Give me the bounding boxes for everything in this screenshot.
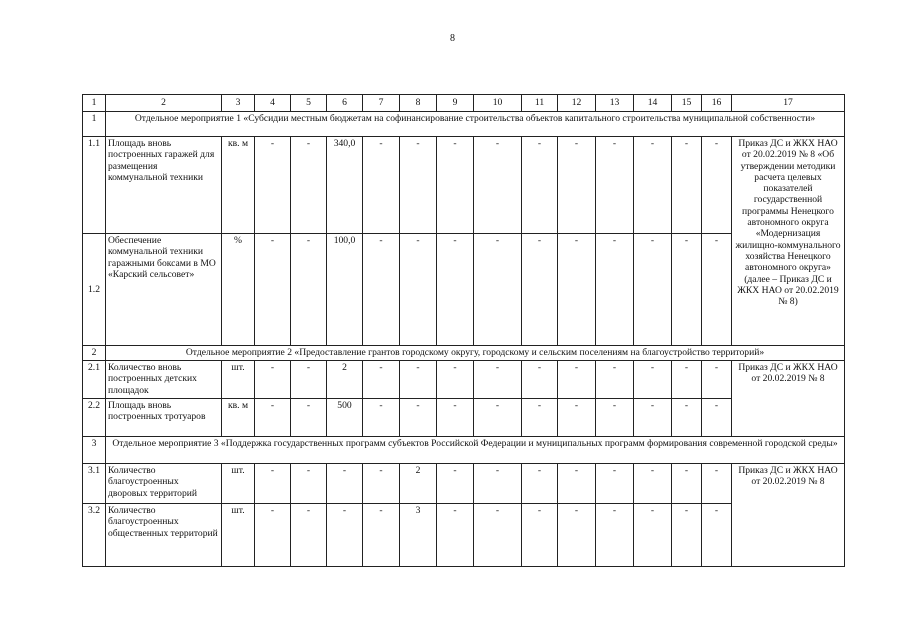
- value-cell: -: [363, 234, 400, 346]
- unit-cell: кв. м: [222, 399, 255, 437]
- indicator-name: Площадь вновь построенных гаражей для размещения коммунальной техники: [106, 137, 222, 234]
- value-cell: -: [327, 504, 363, 567]
- header-cell: 1: [83, 95, 106, 112]
- value-cell: -: [400, 234, 437, 346]
- unit-cell: шт.: [222, 464, 255, 504]
- value-cell: -: [363, 504, 400, 567]
- header-cell: 4: [255, 95, 291, 112]
- value-cell: -: [634, 399, 672, 437]
- header-cell: 7: [363, 95, 400, 112]
- value-cell: -: [702, 399, 732, 437]
- value-cell: -: [255, 234, 291, 346]
- value-cell: -: [363, 399, 400, 437]
- table-row: [83, 504, 845, 567]
- value-cell: -: [702, 504, 732, 567]
- page-number: 8: [450, 33, 455, 44]
- row-number: 3.2: [83, 504, 106, 567]
- value-cell: -: [363, 464, 400, 504]
- header-cell: 9: [437, 95, 474, 112]
- indicator-name: Количество благоустроенных дворовых территорий: [106, 464, 222, 504]
- value-cell: -: [596, 361, 634, 399]
- header-cell: 3: [222, 95, 255, 112]
- event-row: [83, 112, 845, 137]
- value-cell: -: [596, 137, 634, 234]
- value-cell: -: [437, 504, 474, 567]
- value-cell: -: [522, 234, 558, 346]
- indicator-name: Количество благоустроенных общественных территорий: [106, 504, 222, 567]
- value-cell: -: [255, 464, 291, 504]
- value-cell: -: [400, 137, 437, 234]
- value-cell: 500: [327, 399, 363, 437]
- value-cell: -: [291, 361, 327, 399]
- value-cell: -: [400, 361, 437, 399]
- value-cell: -: [255, 361, 291, 399]
- value-cell: -: [522, 464, 558, 504]
- value-cell: -: [672, 137, 702, 234]
- value-cell: -: [596, 504, 634, 567]
- table-row: [83, 399, 845, 437]
- unit-cell: %: [222, 234, 255, 346]
- row-number: 1.2: [83, 234, 106, 346]
- indicators-table: [82, 94, 845, 567]
- value-cell: -: [474, 137, 522, 234]
- event-row: [83, 437, 845, 464]
- indicator-name: Количество вновь построенных детских площадок: [106, 361, 222, 399]
- value-cell: -: [291, 399, 327, 437]
- header-cell: 2: [106, 95, 222, 112]
- header-cell: 10: [474, 95, 522, 112]
- header-cell: 17: [732, 95, 845, 112]
- value-cell: -: [558, 464, 596, 504]
- header-cell: 11: [522, 95, 558, 112]
- unit-cell: шт.: [222, 361, 255, 399]
- value-cell: -: [558, 399, 596, 437]
- value-cell: -: [291, 137, 327, 234]
- header-cell: 13: [596, 95, 634, 112]
- value-cell: -: [437, 399, 474, 437]
- event-title: Отдельное мероприятие 3 «Поддержка государственных программ субъектов Российской Федерации и муниципальных программ формирования современной городской среды»: [106, 437, 845, 464]
- value-cell: -: [702, 464, 732, 504]
- header-cell: 8: [400, 95, 437, 112]
- header-cell: 12: [558, 95, 596, 112]
- header-cell: 6: [327, 95, 363, 112]
- value-cell: -: [596, 464, 634, 504]
- event-title: Отдельное мероприятие 2 «Предоставление грантов городскому округу, городскому и сельским поселениям на благоустройство территорий»: [106, 346, 845, 361]
- value-cell: -: [634, 464, 672, 504]
- value-cell: -: [291, 504, 327, 567]
- value-cell: -: [702, 361, 732, 399]
- value-cell: -: [522, 361, 558, 399]
- value-cell: -: [672, 504, 702, 567]
- value-cell: -: [255, 399, 291, 437]
- header-cell: 15: [672, 95, 702, 112]
- table-row: [83, 361, 845, 399]
- value-cell: -: [522, 399, 558, 437]
- value-cell: -: [363, 361, 400, 399]
- row-number: 3.1: [83, 464, 106, 504]
- value-cell: -: [437, 361, 474, 399]
- value-cell: 2: [400, 464, 437, 504]
- value-cell: -: [474, 399, 522, 437]
- value-cell: -: [437, 234, 474, 346]
- value-cell: -: [474, 234, 522, 346]
- table-row: [83, 137, 845, 234]
- indicator-name: Площадь вновь построенных тротуаров: [106, 399, 222, 437]
- event-number: 2: [83, 346, 106, 361]
- value-cell: -: [255, 137, 291, 234]
- value-cell: -: [437, 137, 474, 234]
- unit-cell: кв. м: [222, 137, 255, 234]
- value-cell: -: [474, 504, 522, 567]
- value-cell: -: [634, 504, 672, 567]
- value-cell: 340,0: [327, 137, 363, 234]
- value-cell: -: [327, 464, 363, 504]
- header-cell: 5: [291, 95, 327, 112]
- value-cell: -: [522, 137, 558, 234]
- value-cell: -: [672, 464, 702, 504]
- value-cell: -: [672, 234, 702, 346]
- event-row: [83, 346, 845, 361]
- header-cell: 14: [634, 95, 672, 112]
- value-cell: -: [474, 464, 522, 504]
- unit-cell: шт.: [222, 504, 255, 567]
- event-number: 3: [83, 437, 106, 464]
- value-cell: -: [702, 137, 732, 234]
- value-cell: 3: [400, 504, 437, 567]
- row-number: 2.2: [83, 399, 106, 437]
- header-cell: 16: [702, 95, 732, 112]
- event-number: 1: [83, 112, 106, 137]
- value-cell: -: [634, 361, 672, 399]
- row-number: 1.1: [83, 137, 106, 234]
- source-document: Приказ ДС и ЖКХ НАО от 20.02.2019 № 8 «Об утверждении методики расчета целевых показателей государственной программы Ненецкого автономного округа «Модернизация жилищно-коммунального хозяйства Ненецкого автономного округа» (далее – Приказ ДС и ЖКХ НАО от 20.02.2019 № 8): [732, 137, 845, 346]
- value-cell: -: [437, 464, 474, 504]
- indicator-name: Обеспечение коммунальной техники гаражными боксами в МО «Карский сельсовет»: [106, 234, 222, 346]
- table-row: [83, 234, 845, 346]
- value-cell: -: [634, 234, 672, 346]
- source-document: Приказ ДС и ЖКХ НАО от 20.02.2019 № 8: [732, 464, 845, 567]
- value-cell: -: [672, 361, 702, 399]
- value-cell: -: [634, 137, 672, 234]
- value-cell: -: [702, 234, 732, 346]
- value-cell: 100,0: [327, 234, 363, 346]
- header-row: [83, 95, 845, 112]
- source-document: Приказ ДС и ЖКХ НАО от 20.02.2019 № 8: [732, 361, 845, 437]
- value-cell: -: [255, 504, 291, 567]
- value-cell: -: [400, 399, 437, 437]
- value-cell: -: [558, 361, 596, 399]
- value-cell: -: [291, 234, 327, 346]
- value-cell: -: [558, 137, 596, 234]
- row-number: 2.1: [83, 361, 106, 399]
- value-cell: -: [596, 234, 634, 346]
- value-cell: -: [558, 234, 596, 346]
- value-cell: -: [596, 399, 634, 437]
- value-cell: -: [558, 504, 596, 567]
- value-cell: -: [291, 464, 327, 504]
- value-cell: -: [474, 361, 522, 399]
- value-cell: -: [522, 504, 558, 567]
- event-title: Отдельное мероприятие 1 «Субсидии местным бюджетам на софинансирование строительства объектов капитального строительства муниципальной собственности»: [106, 112, 845, 137]
- value-cell: -: [363, 137, 400, 234]
- value-cell: 2: [327, 361, 363, 399]
- value-cell: -: [672, 399, 702, 437]
- table-row: [83, 464, 845, 504]
